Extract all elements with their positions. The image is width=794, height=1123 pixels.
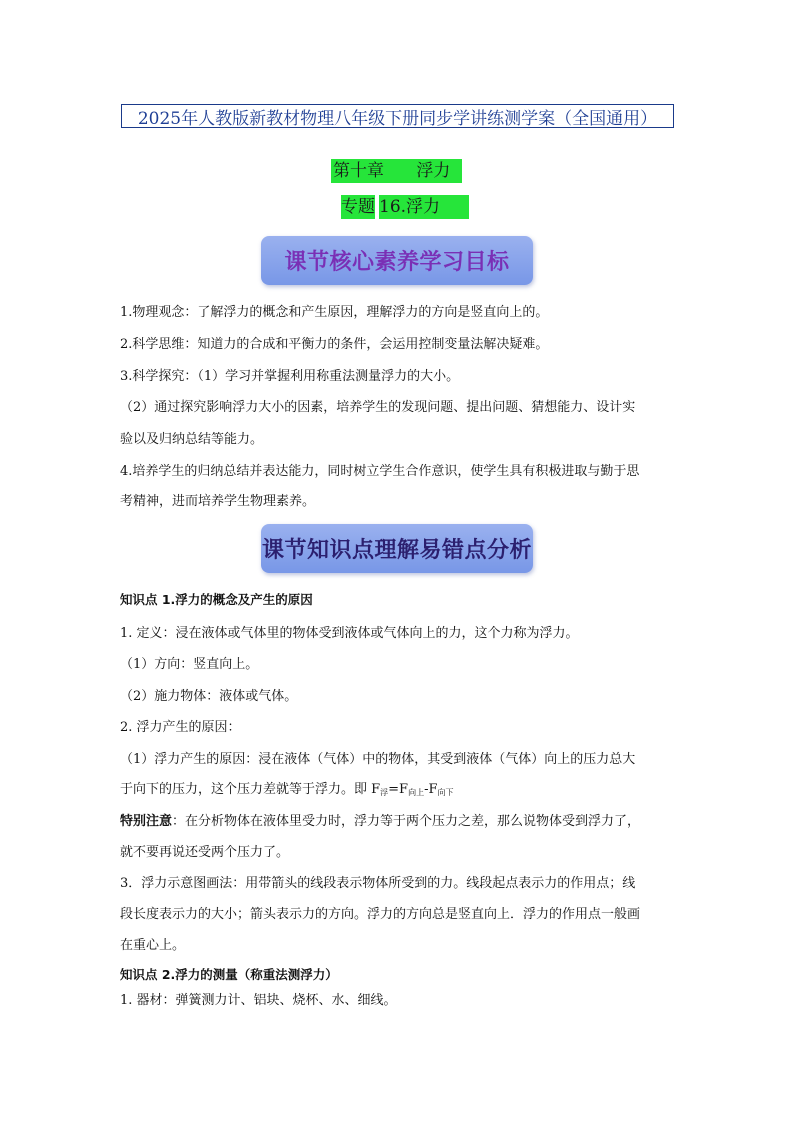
formula-minus: -F (424, 782, 438, 797)
knowledge-line: 在重心上。 (120, 938, 186, 953)
knowledge-line: （2）施力物体：液体或气体。 (120, 689, 298, 704)
section-banner-objectives: 课节核心素养学习目标 (261, 236, 533, 285)
objective-line: 2.科学思维：知道力的合成和平衡力的条件，会运用控制变量法解决疑难。 (120, 337, 549, 352)
objective-line: 1.物理观念：了解浮力的概念和产生原因，理解浮力的方向是竖直向上的。 (120, 305, 549, 320)
section-banner-knowledge: 课节知识点理解易错点分析 (261, 524, 533, 573)
knowledge-line: 2. 浮力产生的原因： (120, 720, 241, 735)
objective-line: 4.培养学生的归纳总结并表达能力，同时树立学生合作意识，使学生具有积极进取与勤于思 (120, 464, 640, 479)
formula-text: 于向下的压力，这个压力差就等于浮力。即 F (120, 782, 381, 797)
knowledge-line: （1）浮力产生的原因：浸在液体（气体）中的物体，其受到液体（气体）向上的压力总大 (120, 752, 636, 767)
knowledge-line: 段长度表示力的大小；箭头表示力的方向。浮力的方向总是竖直向上．浮力的作用点一般画 (120, 907, 641, 922)
special-note-line (120, 814, 680, 830)
formula-sub-down: 向下 (437, 788, 454, 797)
special-note-label: 特别注意 (120, 814, 173, 829)
knowledge-point-1-heading: 知识点 1.浮力的概念及产生的原因 (120, 592, 313, 607)
knowledge-line: 1. 定义：浸在液体或气体里的物体受到液体或气体向上的力，这个力称为浮力。 (120, 626, 579, 641)
special-note-line-2: 就不要再说还受两个压力了。 (120, 845, 290, 860)
knowledge-line: 1. 器材：弹簧测力计、铝块、烧杯、水、细线。 (120, 993, 397, 1008)
knowledge-line: 3．浮力示意图画法：用带箭头的线段表示物体所受到的力。线段起点表示力的作用点；线 (120, 876, 636, 891)
formula-equals: =F (388, 782, 409, 797)
objective-line: （2）通过探究影响浮力大小的因素，培养学生的发现问题、提出问题、猜想能力、设计实 (120, 400, 636, 415)
formula-line (120, 782, 680, 801)
topic-title (341, 195, 469, 219)
objective-line: 验以及归纳总结等能力。 (120, 432, 264, 447)
knowledge-point-2-heading: 知识点 2.浮力的测量（称重法测浮力） (120, 967, 338, 982)
formula-sub-up: 向上 (408, 788, 425, 797)
knowledge-line: （1）方向：竖直向上。 (120, 657, 259, 672)
special-note-text: ：在分析物体在液体里受力时，浮力等于两个压力之差，那么说物体受到浮力了， (172, 814, 641, 829)
document-title: 2025年人教版新教材物理八年级下册同步学讲练测学案（全国通用） (121, 104, 674, 128)
topic-prefix: 专题 (341, 197, 375, 217)
objective-line: 3.科学探究：（1）学习并掌握利用称重法测量浮力的大小。 (120, 369, 460, 384)
chapter-title: 第十章 浮力 (331, 159, 462, 183)
formula-sub-buoyant: 浮 (380, 788, 389, 797)
objective-line: 考精神，进而培养学生物理素养。 (120, 494, 316, 509)
topic-rest: 16.浮力 (379, 197, 441, 217)
